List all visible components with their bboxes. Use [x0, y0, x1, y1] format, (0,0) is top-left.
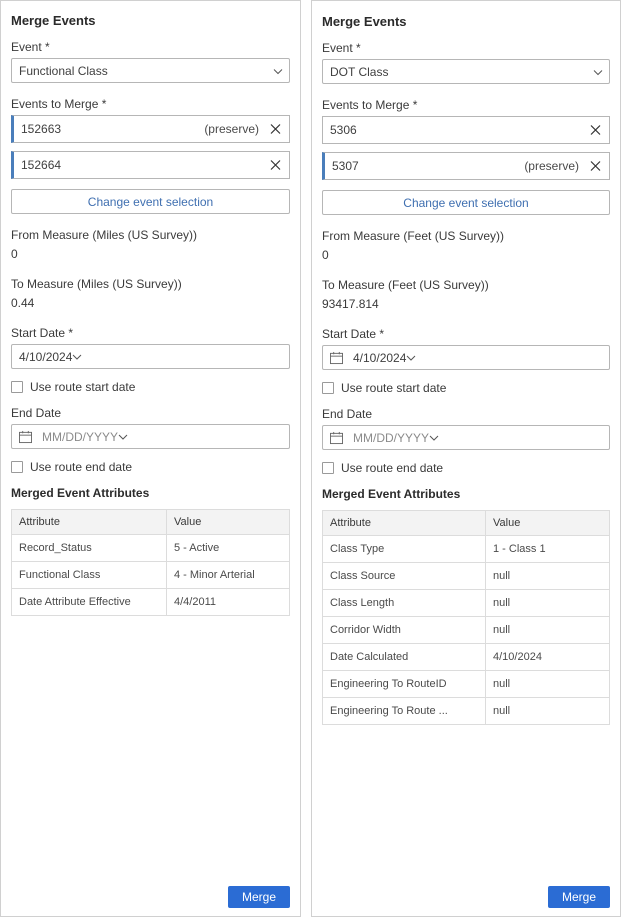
column-header-value: Value	[486, 511, 610, 536]
cell-attribute: Record_Status	[12, 535, 167, 562]
from-measure-value: 0	[322, 248, 329, 262]
column-header-attribute: Attribute	[12, 510, 167, 535]
close-icon[interactable]	[590, 161, 601, 172]
to-measure-label: To Measure (Feet (US Survey))	[322, 278, 489, 292]
chevron-down-icon	[118, 432, 128, 442]
cell-attribute: Engineering To Route ...	[323, 698, 486, 725]
close-icon[interactable]	[270, 124, 281, 135]
merged-attributes-table	[322, 510, 610, 725]
event-row[interactable]	[322, 152, 610, 180]
event-row-preserve-tag: (preserve)	[204, 122, 259, 136]
cell-value: null	[486, 563, 610, 590]
cell-attribute: Date Attribute Effective	[12, 589, 167, 616]
table-row	[323, 590, 610, 617]
table-row	[323, 698, 610, 725]
table-row	[12, 562, 290, 589]
close-icon[interactable]	[590, 125, 601, 136]
cell-attribute: Date Calculated	[323, 644, 486, 671]
to-measure-value: 0.44	[11, 296, 35, 310]
calendar-icon	[330, 351, 343, 364]
change-event-selection-button[interactable]: Change event selection	[11, 189, 290, 214]
calendar-icon	[330, 431, 343, 444]
table-row	[323, 617, 610, 644]
cell-value: null	[486, 698, 610, 725]
cell-value: 1 - Class 1	[486, 536, 610, 563]
to-measure-value: 93417.814	[322, 297, 379, 311]
column-header-attribute: Attribute	[323, 511, 486, 536]
event-row-id: 5306	[330, 123, 357, 137]
merged-attributes-table	[11, 509, 290, 616]
cell-value: 4/4/2011	[167, 589, 290, 616]
change-event-selection-button[interactable]: Change event selection	[322, 190, 610, 215]
start-date-label: Start Date *	[322, 327, 385, 341]
cell-attribute: Class Length	[323, 590, 486, 617]
cell-value: 5 - Active	[167, 535, 290, 562]
events-to-merge-label: Events to Merge *	[11, 97, 107, 111]
to-measure-label: To Measure (Miles (US Survey))	[11, 277, 182, 291]
start-date-value: 4/10/2024	[19, 349, 73, 364]
chevron-down-icon	[406, 353, 416, 363]
merge-events-panel-left	[0, 0, 301, 917]
chevron-down-icon	[72, 352, 82, 362]
table-row	[323, 563, 610, 590]
panel-title: Merge Events	[322, 14, 407, 29]
cell-value: 4 - Minor Arterial	[167, 562, 290, 589]
event-row-id: 5307	[332, 159, 359, 173]
end-date-label: End Date	[11, 406, 62, 420]
start-date-input[interactable]	[11, 344, 290, 369]
event-select[interactable]	[11, 58, 290, 83]
table-row	[323, 536, 610, 563]
cell-attribute: Class Source	[323, 563, 486, 590]
use-route-end-date-row[interactable]	[322, 461, 610, 475]
column-header-value: Value	[167, 510, 290, 535]
end-date-value: MM/DD/YYYY	[42, 429, 119, 444]
panel-title: Merge Events	[11, 13, 96, 28]
event-row-id: 152663	[21, 122, 62, 136]
table-header-row	[12, 510, 290, 535]
merge-events-panel-right	[311, 0, 621, 917]
from-measure-label: From Measure (Miles (US Survey))	[11, 228, 198, 242]
use-route-end-date-label: Use route end date	[30, 460, 133, 474]
use-route-start-date-row[interactable]	[322, 381, 610, 395]
from-measure-label: From Measure (Feet (US Survey))	[322, 229, 505, 243]
use-route-end-date-label: Use route end date	[341, 461, 444, 475]
event-label: Event *	[11, 40, 50, 54]
merge-button[interactable]: Merge	[228, 886, 290, 908]
event-row[interactable]	[322, 116, 610, 144]
cell-attribute: Engineering To RouteID	[323, 671, 486, 698]
chevron-down-icon	[429, 433, 439, 443]
use-route-start-date-label: Use route start date	[30, 380, 136, 394]
table-header-row	[323, 511, 610, 536]
start-date-label: Start Date *	[11, 326, 74, 340]
cell-value: null	[486, 617, 610, 644]
start-date-value: 4/10/2024	[353, 350, 407, 365]
event-row[interactable]	[11, 115, 290, 143]
use-route-start-date-checkbox[interactable]	[11, 381, 23, 393]
use-route-end-date-checkbox[interactable]	[322, 462, 334, 474]
use-route-end-date-row[interactable]	[11, 460, 290, 474]
event-select[interactable]	[322, 59, 610, 84]
table-row	[323, 644, 610, 671]
cell-value: 4/10/2024	[486, 644, 610, 671]
cell-value: null	[486, 590, 610, 617]
cell-attribute: Corridor Width	[323, 617, 486, 644]
end-date-input[interactable]	[322, 425, 610, 450]
start-date-input[interactable]	[322, 345, 610, 370]
chevron-down-icon	[273, 66, 282, 75]
table-row	[12, 535, 290, 562]
event-row[interactable]	[11, 151, 290, 179]
end-date-value: MM/DD/YYYY	[353, 430, 430, 445]
cell-value: null	[486, 671, 610, 698]
use-route-end-date-checkbox[interactable]	[11, 461, 23, 473]
events-to-merge-label: Events to Merge *	[322, 98, 418, 112]
event-row-id: 152664	[21, 158, 62, 172]
event-row-preserve-tag: (preserve)	[524, 159, 579, 173]
cell-attribute: Functional Class	[12, 562, 167, 589]
table-row	[12, 589, 290, 616]
cell-attribute: Class Type	[323, 536, 486, 563]
event-select-value: Functional Class	[19, 63, 108, 78]
event-select-value: DOT Class	[330, 64, 389, 79]
merged-event-attributes-title: Merged Event Attributes	[322, 487, 461, 501]
event-label: Event *	[322, 41, 361, 55]
chevron-down-icon	[593, 67, 602, 76]
use-route-start-date-row[interactable]	[11, 380, 290, 394]
use-route-start-date-label: Use route start date	[341, 381, 447, 395]
table-row	[323, 671, 610, 698]
calendar-icon	[19, 430, 32, 443]
close-icon[interactable]	[270, 160, 281, 171]
merge-button[interactable]: Merge	[548, 886, 610, 908]
from-measure-value: 0	[11, 247, 18, 261]
end-date-input[interactable]	[11, 424, 290, 449]
use-route-start-date-checkbox[interactable]	[322, 382, 334, 394]
merged-event-attributes-title: Merged Event Attributes	[11, 486, 150, 500]
end-date-label: End Date	[322, 407, 373, 421]
